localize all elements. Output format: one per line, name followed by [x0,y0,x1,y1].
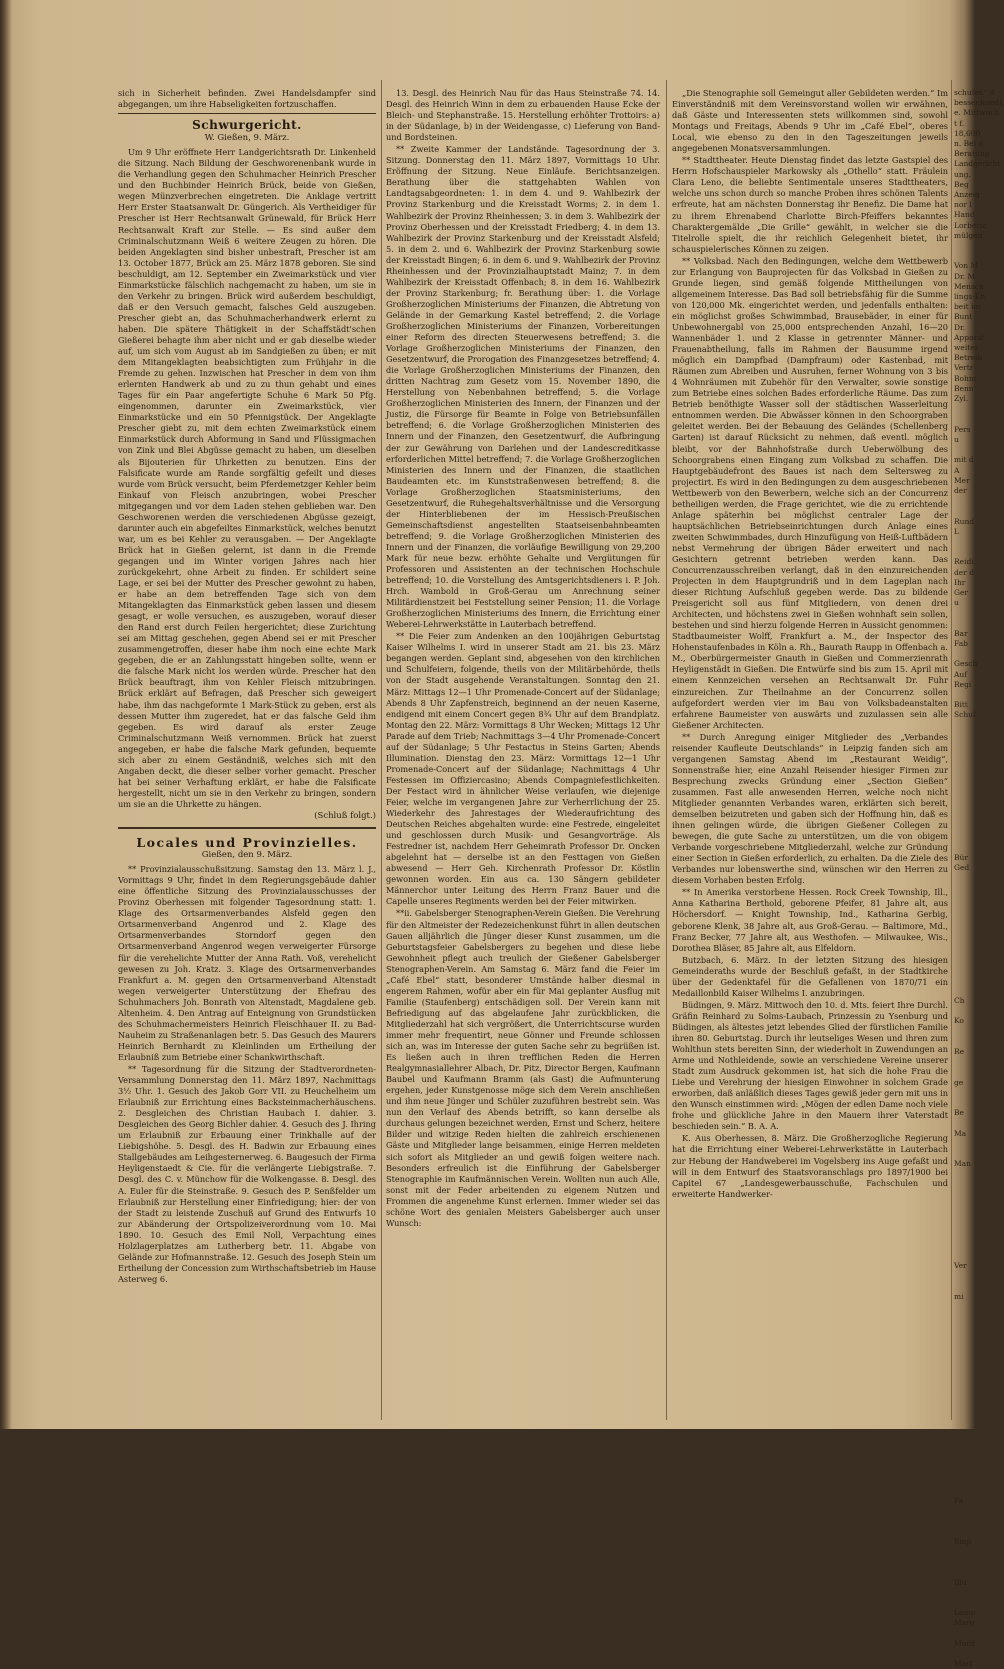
paragraph: ** Provinzialausschußsitzung. Samstag den 13. März l. J., Vormittags 9 Uhr, findet in dem Regierungsgebäude dahier eine öffentliche Sitzung des Provinzialausschusses der Provinz Oberhessen mit folgender Tagesordnung statt: 1. Klage des Ortsarmenverbandes Alsfeld gegen den Ortsarmenverband Angenrod und 2. Klage des Ortsarmenverbandes Storndorf gegen den Ortsarmenverband Angenrod wegen verweigerter Fürsorge für die verehelichte Mutter der Anna Rath. Voß, verehelicht gewesen zu Joh. Kratz. 3. Klage des Ortsarmenverbandes Frankfurt a. M. gegen den Ortsarmenverband Altenstadt wegen verweigerter Unterstützung der Ehefrau des Schuhmachers Joh. Bonrath von Altenstadt, Magdalene geb. Altenheim. 4. Den Antrag auf Enteignung von Grundstücken des Schuhmachermeisters Heinrich Fleischhauer II. zu Bad-Nauheim zu Straßenanlagen betr. 5. Das Gesuch des Maurers Heinrich Bernhardt zu Kleinlinden um Ertheilung der Erlaubniß zum Betriebe einer Schankwirthschaft. [118,864,376,1062]
fragment-line [954,1210,994,1220]
fragment-line: Emp [954,1536,972,1546]
fragment-line [954,537,994,547]
fragment-line [954,1149,994,1159]
fragment-line: weiter [954,343,979,353]
fragment-line: beit im [954,302,981,312]
fragment-line [954,690,994,700]
fragment-line: Pers [954,424,971,434]
adjacent-page-fragment [954,88,1004,1669]
fragment-line: Bitt [954,700,968,710]
fragment-line [954,1231,994,1241]
paragraph: **ii. Gabelsberger Stenographen-Verein Gießen. Die Verehrung für den Altmeister der Redezeichenkunst führt in allen deutschen Gauen alljährlich die Jünger dieser Kunst zusammen, um die Geburtstagsfeier Gabelsbergers zu begehen und diese liebe Gewohnheit pflegt auch treulich der Gießener Gabelsberger Stenographen-Verein. Am Samstag 6. März fand die Feier im „Café Ebel“ statt, besonderer Umstände halber diesmal in engerem Rahmen, wofür aber ein für Mai geplanter Ausflug mit Familie (Staufenberg) entschädigen soll. Der Verein kann mit Befriedigung auf das abgelaufene Jahr zurückblicken, die Mitgliederzahl hat sich vergrößert, die Unterrichtscurse wurden immer mehr frequentirt, neue Gönner und Freunde schlossen sich an, was im Interesse der guten Sache sehr zu begrüßen ist. Es ließen auch in ihren trefflichen Reden die Herren Realgymnasiallehrer Albach, Dr. Pitz, Director Bergen, Kaufmann Baubel und Kaufmann Bramm (als Gast) die Aufmunterung ergehen, jeder Kunstgenosse möge sich dem Verein anschließen und ihm neue Jünger und Schüler zuzuführen bestrebt sein. Was nun den Verlauf des Abends betrifft, so kann derselbe als durchaus gelungen bezeichnet werden, Ernst und Scherz, heitere Bilder und witzige Reden hielten die zahlreich erschienenen Gäste und Mitglieder lange beisammen, einige Herren meldeten sich sofort als Mitglieder an und gewiß folgen weitere nach. Besonders erfreulich ist die Einführung der Gabelsberger Stenographie im Kaufmännischen Verein. Wollten nun auch Alle, sonst mit der Feder arbeitenden zu eigenem Nutzen und Frommen die angenehme Kunst erlernen. Immer wieder sei das schöne Wort des genialen Meisters Gabelsberger auch unser Wunsch: [386,908,660,1228]
fragment-line [954,1098,994,1108]
fragment-line [954,1221,994,1231]
fragment-line [954,1598,994,1608]
fragment-line: Dr. M [954,271,976,281]
paragraph: „Die Stenographie soll Gemeingut aller Gebildeten werden.“ Im Einverständniß mit dem Vereinsvorstand wollen wir erwähnen, daß Gäste und Interessenten stets willkommen sind, sowohl Montags und Freitags, Abends 9 Uhr im „Café Ebel“, oberes Local, wie ebenso zu den in den Tageszeitungen jeweils angegebenen Monatsversammlungen. [672,88,948,154]
fragment-line [954,1414,994,1424]
fragment-line: Hand [954,210,975,220]
fragment-line [954,976,994,986]
fragment-line: Man [954,1159,971,1169]
paragraph: ** Tagesordnung für die Sitzung der Stadtverordneten-Versammlung Donnerstag den 11. März 1897, Nachmittags 3½ Uhr. 1. Gesuch des Jakob Gorr VII. zu Heuchelheim um Erlaubniß zur Errichtung eines Backsteinmacherhäuschens. 2. Desgleichen des Christian Haubach I. dahier. 3. Desgleichen des Georg Bichler dahier. 4. Gesuch des J. Ihring um Erlaubniß zur Erbauung einer Trinkhalle auf der Liebigshöhe. 5. Desgl. des H. Badwin zur Erbauung eines Stallgebäudes am Leihgesternerweg. 6. Baugesuch der Firma Heyligenstaedt & Cie. für die verlängerte Liebigstraße. 7. Desgl. des C. v. Münchow für die Wolkengasse. 8. Desgl. des A. Euler für die Steinstraße. 9. Gesuch des P. Senßfelder um Erlaubniß zur Herstellung einer Einfriedigung; hier: der von der Stadt zu leistende Zuschuß auf Grund des Entwurfs 10 zur Abänderung der Ortspolizeiverordnung vom 10. Mai 1890. 10. Gesuch des Emil Noll, Verpachtung eines Holzlagerplatzes am Lutherberg betr. 11. Abgabe von Gelände zur Hofmannstraße. 12. Gesuch des Joseph Stein um Ertheilung der Concession zum Wirthschaftsbetrieb im Hause Asterweg 6. [118,1063,376,1284]
fragment-line [954,1445,994,1455]
fragment-line: Regi [954,679,972,689]
paragraph: sich in Sicherheit befinden. Zwei Handelsdampfer sind abgegangen, um ihre Habseligkeiten fortzuschaffen. [118,88,376,110]
fragment-line: Be [954,1108,964,1118]
fragment-line [954,619,994,629]
fragment-line: Landgericht [954,159,1001,169]
fragment-line [954,1629,994,1639]
fragment-line [954,731,994,741]
fragment-line [954,751,994,761]
fragment-line: Ger [954,587,969,597]
fragment-line: Zyl. [954,394,969,404]
fragment-line [954,415,994,425]
fragment-line: der [954,485,967,495]
paragraph: ** Stadttheater. Heute Dienstag findet das letzte Gastspiel des Herrn Hofschauspieler Markowsky als „Othello“ statt. Fräulein Clara Leno, die beliebte Sentimentale unseres Stadttheaters, welche uns schon durch so manche Proben ihres schönen Talents erfreute, hat am nächsten Donnerstag ihr Benefiz. Die Dame hat zu ihrem Ehrenabend Charlotte Birch-Pfeiffers bekanntes Charaktergemälde „Die Grille“ gewählt, in welcher sie die Titelrolle spielt, die ihr reichlich Gelegenheit bietet, ihr schauspielerisches Können zu zeigen. [672,155,948,254]
fragment-line: u [954,598,959,608]
fragment-line [954,608,994,618]
fragment-line: Ko [954,1016,964,1026]
fragment-line [954,404,994,414]
fragment-line [954,1200,994,1210]
fragment-line: Mensch [954,281,984,291]
fragment-line [954,802,994,812]
fragment-line [954,1527,994,1537]
continuation-note: (Schluß folgt.) [314,811,376,821]
fragment-line [954,496,994,506]
fragment-line: Betreib [954,353,983,363]
fragment-line [954,721,994,731]
fragment-line: Rund [954,516,975,526]
column-rule [951,80,952,1420]
divider [118,827,376,829]
fragment-line: t f. [954,118,965,128]
divider [118,113,376,114]
fragment-line [954,1180,994,1190]
fragment-line [954,884,994,894]
fragment-line [954,1139,994,1149]
fragment-line: Auf [954,669,968,679]
fragment-line: Vertr [954,363,974,373]
fragment-line [954,1547,994,1557]
fragment-line: Beg [954,179,969,189]
paragraph: Um 9 Uhr eröffnete Herr Landgerichtsrath Dr. Linkenheld die Sitzung. Nach Bildung der Geschworenenbank wurde in die Verhandlung gegen den Schuhmacher Heinrich Prescher und den Buchbinder Heinrich Brück, beide von Gießen, wegen Münzverbrechen eingetreten. Die Anklage vertritt Herr Erster Staatsanwalt Dr. Güngerich. Als Vertheidiger für Prescher ist Herr Rechtsanwalt Grünewald, für Brück Herr Rechtsanwalt Kraft zur Stelle. — Es sind außer dem Criminalschutzmann Weiß 6 weitere Zeugen zu hören. Die beiden Angeklagten sind bisher unbestraft, Prescher ist am 13. October 1877, Brück am 25. März 1878 geboren. Sie sind beschuldigt, am 12. September ein Zweimarkstück und vier Einmarkstücke fälschlich nachgemacht zu haben, um sie in den Verkehr zu bringen. Brück wird außerdem beschuldigt, daß er den Versuch gemacht, falsches Geld auszugeben. Prescher giebt an, das Schuhmacherhandwerk erlernt zu haben. Die spätere Thätigkeit in der Schaffstädt'schen Gießerei behagte ihm aber nicht und er gab dieselbe wieder auf, um sich vom August ab im Sandgießen zu üben; er mit dem Mitangeklagten beabsichtigten zum Frühjahr in die Fremde zu gehen. Inzwischen hat Prescher in dem von ihm erlernten Handwerk ab und zu zu thun gehabt und eines Tages für ein Paar angefertigte Schuhe 6 Mark 50 Pfg. eingenommen, darunter ein Zweimarkstück, vier Einmarkstücke und ein 50 Pfennigstück. Der Angeklagte Prescher giebt zu, mit dem echten Zweimarkstück einem Einmarkstück durch Abformung in Sand und Flüssigmachen von Zink und Blei Abgüsse gemacht zu haben, um dieselben als Bijouterien für Uhrketten zu benutzen. Eins der Falsificate wurde am Rande sorgfältig gefeilt und dieses wurde vom Brück versucht, beim Pferdemetzger Kehler beim Einkauf von Fleisch anzubringen, wobei Prescher mitgegangen und vor dem Laden stehen geblieben war. Den Geschworenen werden die verschiedenen Abgüsse gezeigt, darunter auch ein abgefeiltes Einmarkstück, welches benutzt war, um es bei Kehler zu verausgaben. — Der Angeklagte Brück hat in Gießen gelernt, ist dann in die Fremde gegangen und im Winter vorigen Jahres nach hier zurückgekehrt, ohne Arbeit zu finden. Er schildert seine Lage, er sei bei der Mutter des Prescher gewohnt zu haben, er habe an dem betreffenden Tage sich von dem Mitangeklagten das Einmarkstück geben lassen und diesem gesagt, er wolle versuchen, es auszugeben, worauf dieser den Rand erst durch Feilen hergerichtet; diese Zurichtung sei am Mittag geschehen, gegen Abend sei er mit Prescher zusammengetroffen, dieser habe ihm noch eine echte Mark gegeben, die er an Zahlungsstatt hingeben sollte, wenn er die falsche Mark nicht los werden würde. Prescher hat den Brück beauftragt, ihm von Kehler Fleisch mitzubringen. Brück erklärt auf Befragen, daß Prescher sich geweigert habe, ihm das nachgeformte 1 Mark-Stück zu geben, erst als dessen Mutter ihm zugeredet, hat er das falsche Geld ihm gegeben. Es wird darauf als erster Zeuge Criminalschutzmann Weiß vernommen. Brück hat zuerst angegeben, er habe die falsche Mark gefunden, bequemte sich aber zu einem Geständniß, welches sich mit den Angaben deckt, die dieser selber vorher gemacht. Prescher hat bei seiner Verhaftung erklärt, er habe die Falsificate hergestellt, nicht um sie in den Verkehr zu bringen, sondern um sie an die Uhrkette zu hängen. [118,147,376,809]
fragment-line [954,1455,994,1465]
fragment-line: Ch [954,996,965,1006]
fragment-line: Fab [954,638,968,648]
fragment-line: Bar [954,628,968,638]
section-title: Schwurgericht. [192,118,302,133]
fragment-line: Lorberic [954,220,987,230]
fragment-line [954,1516,994,1526]
fragment-line [954,1506,994,1516]
fragment-line [954,914,994,924]
fragment-line [954,833,994,843]
fragment-line: bessenkundl. [954,98,1004,108]
fragment-line: e. Mittwoch [954,108,1000,118]
fragment-line [954,772,994,782]
paragraph: 13. Desgl. des Heinrich Nau für das Haus Steinstraße 74. 14. Desgl. des Heinrich Winn in dem zu erbauenden Hause Ecke der Bleich- und Stephanstraße. 15. Herstellung erhöhter Trottoirs: a) in der Südanlage, b) in der Weidengasse, c) Lieferung von Band- und Bordsteinen. [386,88,660,143]
fragment-line: lings-Eh [954,292,986,302]
dateline: W. Gießen, 9. März. [204,133,290,144]
fragment-line [954,1588,994,1598]
fragment-line [954,1027,994,1037]
fragment-line [954,945,994,955]
column-3 [672,88,948,1414]
column-1 [118,88,376,1414]
fragment-line: Gesch [954,659,978,669]
paragraph: Butzbach, 6. März. In der letzten Sitzung des hiesigen Gemeinderaths wurde der Beschluß gefaßt, in der Stadtkirche über der Gedenktafel für die Gefallenen von 1870/71 ein Medaillonbild Kaiser Wilhelms I. anzubringen. [672,954,948,998]
fragment-line: Mer [954,475,970,485]
fragment-line [954,1425,994,1435]
fragment-line [954,1312,994,1322]
fragment-line: Reidi [954,557,974,567]
fragment-line [954,1476,994,1486]
fragment-line: Morit [954,1638,976,1648]
fragment-line [954,1302,994,1312]
fragment-line [954,1190,994,1200]
fragment-line [954,823,994,833]
fragment-line: Lamp [954,1608,976,1618]
fragment-line [954,1486,994,1496]
fragment-line: nor l [954,200,972,210]
fragment-line [954,1241,994,1251]
fragment-line: ung. [954,169,971,179]
paragraph: ** Die Feier zum Andenken an den 100jährigen Geburtstag Kaiser Wilhelms I. wird in unserer Stadt am 21. bis 23. März begangen werden. Geplant sind, abgesehen von den kirchlichen und Schulfeiern, folgende, theils von der Militärbehörde, theils von der Stadt ausgehende Veranstaltungen. Sonntag den 21. März: Mittags 12—1 Uhr Promenade-Concert auf der Südanlage; Abends 8 Uhr Zapfenstreich, beginnend an der neuen Kaserne, endigend mit einem Concert gegen 8¾ Uhr auf dem Brandplatz. Montag den 22. März: Vormittags 8 Uhr Wecken; Mittags 12 Uhr Parade auf dem Trieb; Nachmittags 3—4 Uhr Promenade-Concert auf der Südanlage; 5 Uhr Festactus in Steins Garten; Abends Illumination. Dienstag den 23. März: Vormittags 12—1 Uhr Promenade-Concert auf der Südanlage; Nachmittags 4 Uhr Festessen im Offiziercasino; Abends Compagniefestlichkeiten. Der Festact wird in ähnlicher Weise verlaufen, wie diejenige Feier, welche im vergangenen Jahre zur Verherrlichung der 25. Wiederkehr des Jahrestages der Wiederaufrichtung des Deutschen Reiches abgehalten wurde: eine Festrede, eingeleitet und geschlossen durch Musik- und Gesangvorträge. Als Festredner ist, nachdem Herr Geheimrath Professor Dr. Oncken abgelehnt hat — derselbe ist an den Festtagen von Gießen abwesend — Herr Geh. Kirchenrath Professor Dr. Köstlin gewonnen worden. Ein aus ca. 130 Sängern gebildeter Männerchor unter Leitung des Herrn Franz Bauer und die Capelle unseres Regiments werden bei der Feier mitwirken. [386,631,660,907]
fragment-line: ge [954,1077,964,1087]
fragment-line: Apparat [954,332,985,342]
fragment-line [954,1384,994,1394]
column-rule [381,80,382,1420]
fragment-line [954,1404,994,1414]
section-title: Locales und Provinzielles. [136,835,358,851]
fragment-line: mi [954,1291,964,1301]
fragment-line: mit d [954,455,974,465]
fragment-line: Dr. [954,322,966,332]
fragment-line [954,241,994,251]
fragment-line [954,1557,994,1567]
fragment-line: Ma [954,1128,967,1138]
fragment-line [954,445,994,455]
fragment-line: 18,600 [954,128,981,138]
fragment-line [954,547,994,557]
fragment-line [954,1649,994,1659]
fragment-line [954,1343,994,1353]
fragment-line [954,965,994,975]
fragment-line [954,251,994,261]
fragment-line [954,935,994,945]
fragment-line [954,894,994,904]
fragment-line: Ver [954,1261,967,1271]
dateline: Gießen, den 9. März. [201,850,293,861]
paragraph: Büdingen, 9. März. Mittwoch den 10. d. Mts. feiert Ihre Durchl. Gräfin Reinhard zu Solms-Laubach, Prinzessin zu Ysenburg und Büdingen, als ältestes jetzt lebendes Glied der fürstlichen Familie ihren 80. Geburtstag. Durch ihr leutseliges Wesen und ihren zum Wohlthun stets bereiten Sinn, der wiederholt in Zuwendungen an Arme und Nothleidende, sowie an verschiedene Vereine unserer Stadt zum Ausdruck gekommen ist, hat sich die hohe Frau die Liebe und Verehrung der hiesigen Einwohner in solchem Grade erworben, daß anläßlich dieses Tages gewiß jeder gern mit uns in den Wunsch einstimmen wird: „Mögen der edlen Dame noch viele frohe und glückliche Jahre in den Mauern ihrer Vaterstadt beschieden sein.“ B. A. A. [672,999,948,1132]
fragment-line [954,1170,994,1180]
paragraph: ** In Amerika verstorbene Hessen. Rock Creek Township, Ill., Anna Katharina Berthold, geborene Pfeifer, 81 Jahre alt, aus Höchersdorf. — Knight Township, Ind., Katharina Gerbig, geborene Klenk, 38 Jahre alt, aus Groß-Gerau. — Baltimore, Md., Franz Becker, 77 Jahre alt, aus Westhofen. — Milwaukee, Wis., Dorothea Bläser, 85 Jahre alt, aus Elfeldorn. [672,887,948,953]
fragment-line [954,1068,994,1078]
fragment-line: Ged [954,863,970,873]
paragraph: ** Durch Anregung einiger Mitglieder des „Verbandes reisender Kaufleute Deutschlands“ in Leipzig fanden sich am vergangenen Samstag Abend im „Restaurant Weidig“, Sonnenstraße hier, eine Anzahl Reisender hiesiger Firmen zur Besprechung zwecks Gründung einer „Section Gießen“ zusammen. Fast alle anwesenden Herren, welche noch nicht Mitglieder genannten Verbandes waren, erklärten sich bereit, demselben beizutreten und gaben sich der Hoffnung hin, daß es ihnen gelingen würde, die übrigen Gießener Collegen zu bewegen, die gute Sache zu unterstützen, um die von obigem Verbande vorgeschriebene Mitgliederzahl, welche zur Gründung einer Section in Gießen erforderlich, zu erhalten. Da die Ziele des Verbandes nur lobenswerthe sind, wünschen wir den Herren zu diesem Vorhaben besten Erfolg. [672,731,948,886]
fragment-line: u [954,434,959,444]
fragment-line [954,812,994,822]
fragment-line: Bunt [954,312,973,322]
fragment-line [954,1282,994,1292]
fragment-line: mülgen [954,230,983,240]
fragment-line: Von M [954,261,979,271]
fragment-line [954,843,994,853]
fragment-line [954,1006,994,1016]
fragment-line: n. Bei d [954,139,984,149]
fragment-line [954,1465,994,1475]
fragment-line [954,1323,994,1333]
fragment-line: Beratung [954,149,990,159]
fragment-line [954,792,994,802]
fragment-line: Anzeig [954,190,980,200]
fragment-line [954,649,994,659]
fragment-line: L [954,526,959,536]
fragment-line [954,1088,994,1098]
paragraph: ** Volksbad. Nach den Bedingungen, welche dem Wettbewerb zur Erlangung von Bauprojecten für das Volksbad in Gießen zu Grunde liegen, sind gemäß folgende Mittheilungen von allgemeinem Interesse. Das Bad soll betriebsfähig für die Summe von 120,000 Mk. eingerichtet werden, und jedenfalls enthalten: ein möglichst großes Schwimmbad, Brausebäder, in einer für Unbewohnergabl von 25,000 entsprechenden Anzahl, 16—20 Wannenbäder 1. und 2 Klasse in getrennter Männer- und Frauenabtheilung, falls im Rahmen der Bausumme irgend möglich ein Dampfbad (Dampfraum) oder Kastenbad, mit Räumen zum Abreiben und Ausruhen, ferner Wohnung von 3 bis 4 Wohnräumen mit Zubehör für den Verwalter, sowie sonstige zum Betriebe eines solchen Bades erforderliche Räume. Das zum Betrieb benöthigte Wasser soll der städtischen Wasserleitung entnommen werden. Die Abwässer können in den Schoorgraben geleitet werden. Bei der Bebauung des Geländes (Schellenberg Garten) ist darauf Rücksicht zu nehmen, daß eventl. möglich bleibt, vor der Bahnhofstraße durch Ueberwölbung des Schoorgrabens einen Eingang zum Volksbad zu schaffen. Die Hauptgebäudefront des Baues ist nach dem Seltersweg zu projectirt. Es wird in den Bedingungen zu dem ausgeschriebenen Wettbewerb von den Bewerbern, welche sich an der Concurrenz betheiligen werden, die Frage gerichtet, wie die zu errichtende Anlage späterhin bei möglichst centraler Lage der hauptsächlichen Betriebseinrichtungen durch Anlage eines zweiten Schwimmbades, durch Hinzufügung von Heiß-Luftbädern nebst Vermehrung der übrigen Bäder erweitert und nach Gesichtern getrennt betrieben werden kann. Das Concurrenzausschreiben verlangt, daß in den einzureichenden Projecten in dem Hauptgrundriß und in dem Lageplan nach dieser Richtung Aufschluß gegeben werde. Das zu bildende Preisgericht soll aus fünf Mitgliedern, von denen drei Architecten, und höchstens zwei in Gießen wohnhaft sein sollen, bestehen und sind hierzu folgende Herren in Aussicht genommen: Stadtbaumeister Wolff, Frankfurt a. M., der Inspector des Hohenstaufenbades in Köln a. Rh., Baurath Raupp in Offenbach a. M., Oberbürgermeister Gnauth in Gießen und Commerzienrath Heyligenstädt in Gießen. Die Entwürfe sind bis zum 15. April mit einem Kennzeichen versehen an Rechtsanwalt Dr. Fuhr einzureichen. Zur Theilnahme an der Concurrenz sollen aufgefordert werden vier im Bau von Volksbadeanstalten erfahrene Baumeister von auswärts und zuzulassen sein alle Gießener Architecten. [672,255,948,730]
fragment-line [954,1057,994,1067]
fragment-line: Bohm [954,373,976,383]
fragment-line [954,1363,994,1373]
fragment-line [954,782,994,792]
column-2 [386,88,660,1414]
fragment-line [954,1567,994,1577]
column-rule [666,80,667,1420]
fragment-line [954,986,994,996]
fragment-line: Marf [954,1659,973,1669]
fragment-line [954,1435,994,1445]
fragment-line: Schul [954,710,976,720]
fragment-line [954,1272,994,1282]
fragment-line: Marg [954,1618,975,1628]
fragment-line [954,1374,994,1384]
fragment-line [954,1119,994,1129]
fragment-line: Illu [954,1577,967,1587]
fragment-line [954,741,994,751]
fragment-line: Fa [954,1496,964,1506]
fragment-line: A [954,465,960,475]
fragment-line: Bür [954,853,968,863]
fragment-line [954,874,994,884]
fragment-line [954,1251,994,1261]
fragment-line [954,1353,994,1363]
fragment-line [954,1394,994,1404]
fragment-line [954,1333,994,1343]
fragment-line [954,955,994,965]
fragment-line: Ihr [954,577,966,587]
fragment-line [954,904,994,914]
fragment-line [954,925,994,935]
fragment-line [954,1037,994,1047]
fragment-line: der d [954,567,975,577]
fragment-line [954,761,994,771]
fragment-line: schulen“ d [954,88,995,97]
fragment-line: Benn [954,383,974,393]
fragment-line [954,506,994,516]
paragraph: ** Zweite Kammer der Landstände. Tagesordnung der 3. Sitzung. Donnerstag den 11. März 1897, Vormittags 10 Uhr. Eröffnung der Sitzung. Neue Einläufe. Berichtsanzeigen. Berathung über die stattgehabten Wahlen von Landtagsabgeordneten: 1. in dem 4. und 9. Wahlbezirk der Provinz Starkenburg und die Kreisstadt Worms; 2. in dem 1. Wahlbezirk der Provinz Rheinhessen; 3. in dem 3. Wahlbezirk der Provinz Oberhessen und der Kreisstadt Friedberg; 4. in dem 13. Wahlbezirk der Provinz Starkenburg und der Kreisstadt Alsfeld; 5. in dem 2. und 6. Wahlbezirk der Provinz Starkenburg sowie der Kreisstadt Bingen; 6. in dem 6. und 9. Wahlbezirk der Provinz Rheinhessen und der Provinzialhauptstadt Mainz; 7. in dem Wahlbezirk der Kreisstadt Offenbach; 8. in dem 16. Wahlbezirk der Provinz Starkenburg; fr. Berathung über: 1. die Vorlage Großherzoglichen Ministeriums der Finanzen, die Abtretung von Gelände in der Gemarkung Kastel betreffend; 2. die Vorlage Großherzoglichen Ministeriums der Finanzen, Vorbereitungen einer Reform des directen Steuerwesens betreffend; 3. die Vorlage Großherzoglichen Ministeriums der Finanzen, den Gesetzentwurf, die Prorogation des Finanzgesetzes betreffend; 4. die Vorlage Großherzoglichen Ministeriums der Finanzen, den dritten Nachtrag zum Gesetz vom 15. November 1890, die Herstellung von Nebenbahnen betreffend; 5. die Vorlage Großherzoglichen Ministerien des Innern, der Finanzen und der Justiz, die Fürsorge für Beamte in Folge von Betriebsunfällen betreffend; 6. die Vorlage Großherzoglichen Ministerien des Innern und der Finanzen, den Gesetzentwurf, die Aufbringung der zur Gewährung von Darlehen und der Landescreditkasse erforderlichen Mittel betreffend; 7. die Vorlage Großherzoglichen Ministerien des Innern und der Finanzen, die staatlichen Baudeamten etc. im Kunststraßenwesen betreffend; 8. die Vorlage Großherzoglichen Staatsministeriums, den Gesetzentwurf, die Ruhegehaltsverhältnisse und die Versorgung der Hinterbliebenen der im Hessisch-Preußischen Gemeinschaftsdienst angestellten Staatseisenbahnbeamten betreffend; 9. die Vorlage Großherzoglichen Ministerien des Innern und der Finanzen, die vorläufige Bewilligung von 29,200 Mark für neue bezw. erhöhte Gehalte und Vergütungen für Professoren und Assistenten an der technischen Hochschule betreffend; 10. die Vorstellung des Amtsgerichtsdieners i. P. Joh. Hrch. Wambold in Groß-Gerau um Anrechnung seiner Militärdienstzeit bei Feststellung seiner Pension; 11. die Vorlage Großherzoglichen Ministeriums des Innern, die Errichtung einer Weberei-Lehrwerkstätte in Lauterbach betreffend. [386,144,660,630]
fragment-line: Re [954,1047,965,1057]
paragraph: K. Aus Oberhessen, 8. März. Die Großherzogliche Regierung hat die Errichtung einer Weberei-Lehrwerkstätte in Lauterbach zur Hebung der Handweberei im Vogelsberg ins Auge gefaßt und will in dem Entwurf des Staatsvoranschlags pro 1897/1900 bei Capitel 67 „Landesgewerbausschuße, Fachschulen und erweiterte Handwerker- [672,1133,948,1199]
